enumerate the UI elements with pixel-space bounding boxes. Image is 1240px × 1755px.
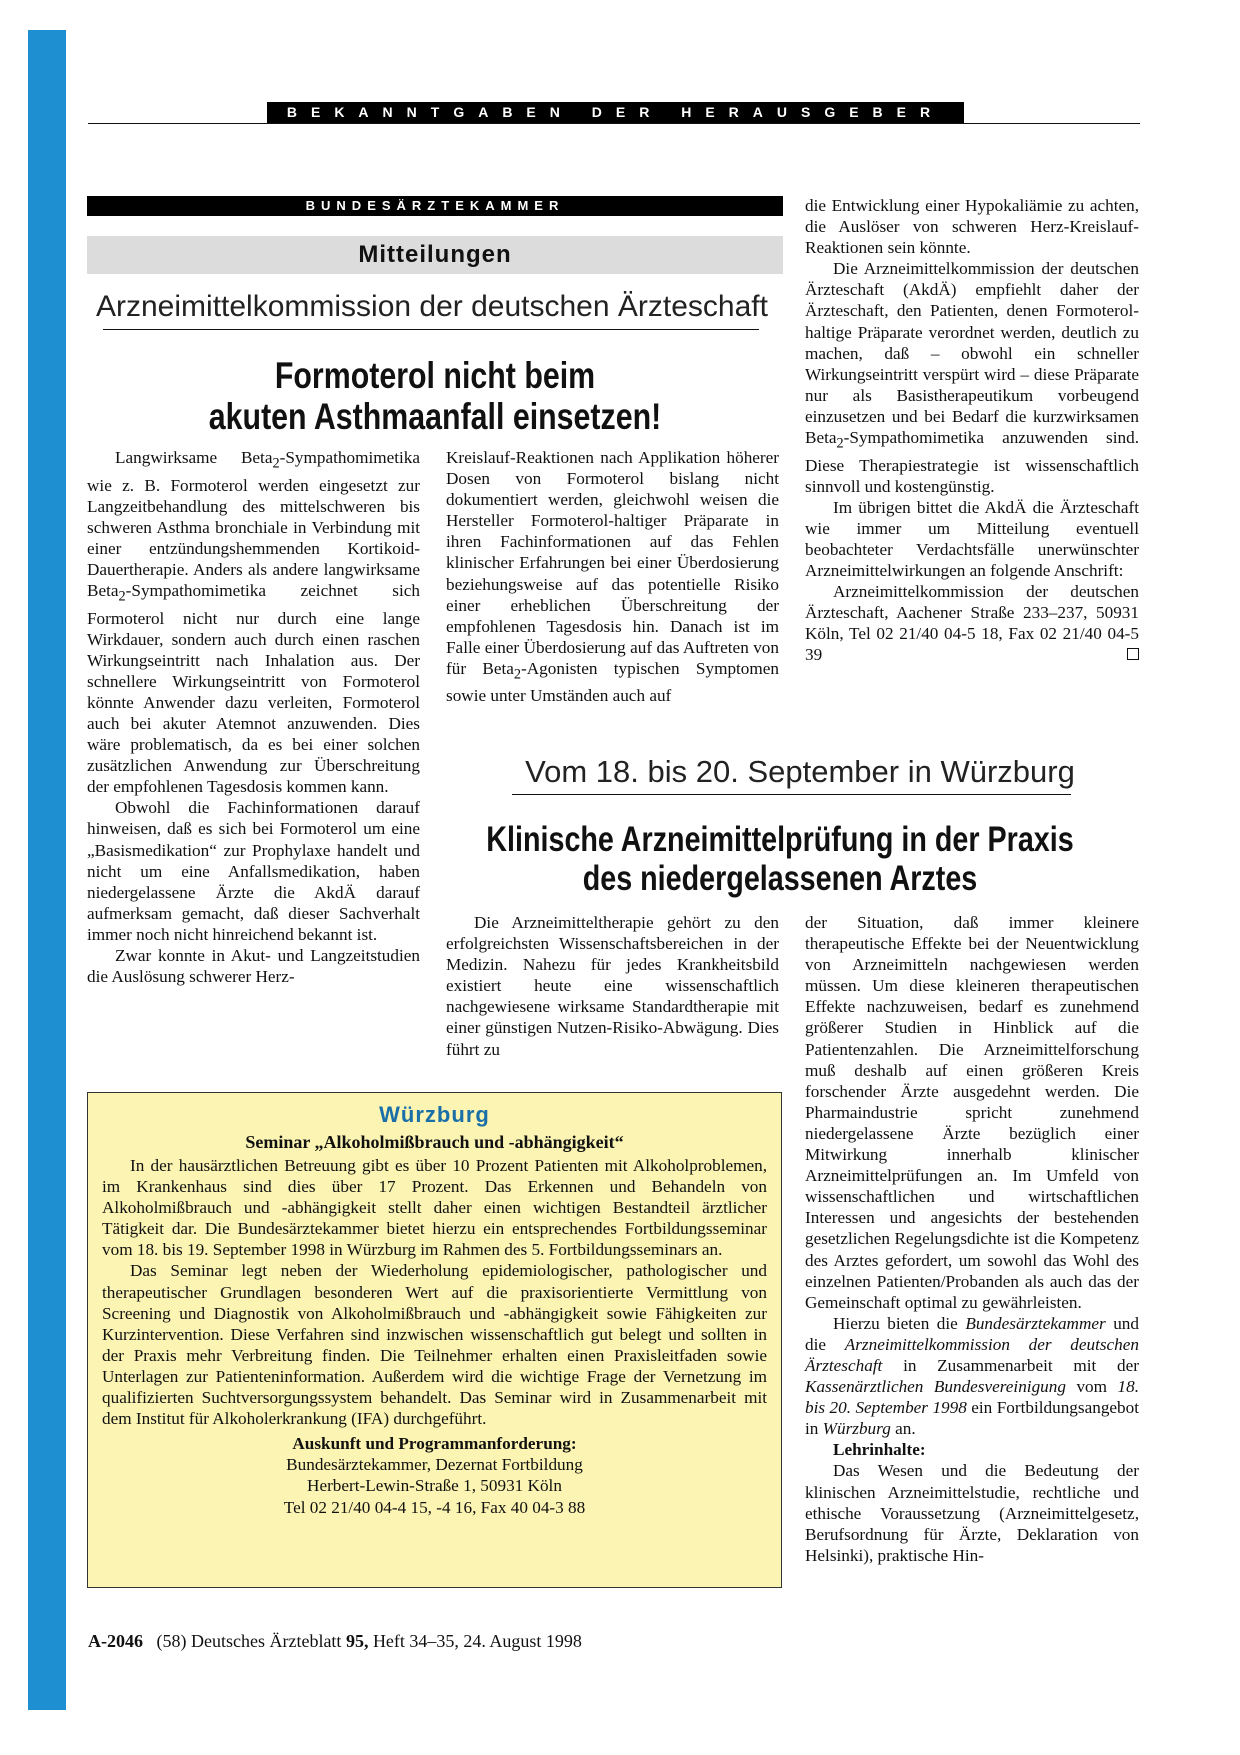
article2-kicker-rule (512, 794, 1071, 795)
contact-line-2: Herbert-Lewin-Straße 1, 50931 Köln (307, 1476, 562, 1496)
section-label: BUNDESÄRZTEKAMMER (87, 196, 783, 216)
article1-col3-paragraph-2: Die Arzneimittelkommission der deutschen Ärzteschaft (AkdÄ) empfiehlt daher der Ärzteschaft, den Patienten, denen Formoterol-haltige Präparate verordnet werden, deutlich zu machen, daß – obwohl ein schneller Wirkungseintritt verspürt wird – diese Präparate nur als Basistherapeutikum vorbeugend einzusetzen und bei Bedarf die kurzwirksamen Beta$_2$-Sympathomimetika anzuwenden sind. Diese Therapiestrategie ist wissenschaftlich sinnvoll und kostengünstig. (805, 259, 1139, 496)
article1-column-2 (446, 447, 779, 707)
article1-col1-paragraph-2: Obwohl die Fachinformationen darauf hinweisen, daß es sich bei Formoterol um eine „Basismedikation“ zur Prophylaxe handelt und nicht um eine Anfallsmedikation, haben niedergelassene Ärzte die AkdÄ darauf aufmerksam gemacht, daß dieser Sachverhalt immer noch nicht hinreichend bekannt ist. (87, 798, 420, 944)
contact-line-3: Tel 02 21/40 04-4 15, -4 16, Fax 40 04-3 88 (283, 1497, 586, 1517)
article1-col3-paragraph-1: die Entwicklung einer Hypokaliämie zu achten, die Auslöser von schweren Herz-Kreislauf-Reaktionen sein könnte. (805, 196, 1139, 258)
box-paragraph-1: In der hausärztlichen Betreuung gibt es über 10 Prozent Patienten mit Alkoholproblemen, im Krankenhaus sind dies über 17 Prozent. Das Erkennen und Behandeln von Alkoholmißbrauch und -abhängigkeit stellt daher einen wichtigen Bestandteil ärztlicher Tätigkeit dar. Die Bundesärztekammer bietet hierzu ein entsprechendes Fortbildungsseminar vom 18. bis 19. September 1998 in Würzburg im Rahmen des 5. Fortbildungsseminars an. (102, 1156, 767, 1260)
page-footer: A-2046 (58) Deutsches Ärzteblatt 95, Heft 34–35, 24. August 1998 (88, 1631, 582, 1651)
side-color-bar (28, 30, 66, 1710)
header-band: BEKANNTGABEN DER HERAUSGEBER (267, 102, 964, 123)
page-number: A-2046 (88, 1631, 143, 1651)
box-contact (102, 1433, 767, 1517)
article2-column-2 (805, 912, 1139, 1566)
box-body (102, 1155, 767, 1429)
mitteilungen-heading: Mitteilungen (87, 236, 783, 274)
lehrinhalte-heading: Lehrinhalte: (833, 1440, 926, 1460)
article2-column-1 (446, 912, 779, 1060)
article2-headline-line1: Klinische Arzneimittelprüfung in der Praxis (486, 820, 1074, 859)
article1-col1-paragraph-3: Zwar konnte in Akut- und Langzeitstudien die Auslösung schwerer Herz- (87, 946, 420, 987)
article1-column-3 (805, 195, 1139, 666)
box-paragraph-2: Das Seminar legt neben der Wiederholung epidemiologischer, pathologischer und therapeutischer Grundlagen besonderen Wert auf die praxisorientierte Vermittlung von Screening und Diagnostik von Alkoholmißbrauch und -abhängigkeit sowie Fähigkeiten zur Kurzintervention. Diese Verfahren sind inzwischen wissenschaftlich gut belegt und sollten in der Praxis mehr Verbreitung finden. Die Teilnehmer erhalten einen Praxisleitfaden sowie Unterlagen zur Patienteninformation. Außerdem wird die wichtige Frage der Vernetzung im qualifizierten Suchtversorgungssystem behandelt. Das Seminar wird in Zusammenarbeit mit dem Institut für Alkoholerkrankung (IFA) durchgeführt. (102, 1261, 767, 1429)
article1-col2-paragraph-1: Kreislauf-Reaktionen nach Applikation höherer Dosen von Formoterol bislang nicht dokumentiert werden, gleichwohl weisen die Hersteller Formoterol-haltiger Präparate in ihren Fachinformationen auf das Fehlen klinischer Erfahrungen bei einer Überdosierung beziehungsweise auf das potentielle Risiko einer erheblichen Überschreitung der empfohlenen Tagesdosis hin. Danach ist im Falle einer Überdosierung auf das Auftreten von für Beta$_2$-Agonisten typischen Symptomen sowie unter Umständen auch auf (446, 448, 779, 706)
article1-headline-line1: Formoterol nicht beim (274, 355, 596, 396)
article2-col2-paragraph-1: der Situation, daß immer kleinere therapeutische Effekte bei der Neuentwicklung von Arzneimitteln nachgewiesen werden müssen. Um diese kleineren therapeutischen Effekte nachzuweisen, bedarf es zunehmend größerer Studien in Hinblick auf die Patientenzahlen. Die Arzneimittelforschung muß deshalb auf einen größeren Kreis forschender Ärzte ausgedehnt werden. Die Pharmaindustrie spricht zunehmend niedergelassene Ärzte bezüglich einer Mitwirkung innerhalb klinischer Arzneimittelprüfungen an. Im Umfeld von wissenschaftlichen und wirtschaftlichen Interessen und angesichts der bestehenden gesetzlichen Regelungsdichte ist die Kompetenz des Arztes gefordert, um sowohl das Wohl des einzelnen Patienten/Probanden als auch das der Gemeinschaft optimal zu gewährleisten. (805, 913, 1139, 1312)
article2-kicker: Vom 18. bis 20. September in Würzburg (525, 754, 1075, 789)
article2-col1-paragraph-1: Die Arzneimitteltherapie gehört zu den erfolgreichsten Wissenschaftsbereichen in der Medizin. Nahezu für jedes Krankheitsbild existiert heute eine wissenschaftlich nachgewiesene wirksame Standardtherapie mit einer günstigen Nutzen-Risiko-Abwägung. Dies führt zu (446, 913, 779, 1059)
article2-headline (485, 820, 1075, 898)
article1-headline-line2: akuten Asthmaanfall einsetzen! (208, 396, 662, 437)
article2-col2-paragraph-3: Das Wesen und die Bedeutung der klinischen Arzneimittelstudie, rechtliche und ethische Voraussetzung (Arzneimittelgesetz, Berufsordnung für Ärzte, Deklaration von Helsinki), praktische Hin- (805, 1461, 1139, 1565)
article1-headline (119, 355, 750, 437)
article1-col3-paragraph-3: Im übrigen bittet die AkdÄ die Ärzteschaft wie immer um Mitteilung eventuell beobachteter Verdachtsfälle unerwünschter Arzneimittelwirkungen an folgende Anschrift: (805, 497, 1139, 581)
article1-col3-paragraph-4: Arzneimittelkommission der deutschen Ärzteschaft, Aachener Straße 233–237, 50931 Köln, Tel 02 21/40 04-5 18, Fax 02 21/40 04-5 39 (805, 582, 1139, 665)
header-rule (88, 123, 1140, 124)
contact-heading: Auskunft und Programmanforderung: (292, 1434, 577, 1454)
contact-line-1: Bundesärztekammer, Dezernat Fortbildung (286, 1455, 583, 1475)
seminar-info-box (87, 1092, 782, 1588)
article1-kicker: Arzneimittelkommission der deutschen Ärzteschaft (96, 290, 768, 323)
article1-col1-paragraph-1: Langwirksame Beta$_2$-Sympathomimetika wie z. B. Formoterol werden eingesetzt zur Langzeitbehandlung des mittelschweren bis schweren Asthma bronchiale in Verbindung mit einer entzündungshemmenden Kortikoid-Dauertherapie. Anders als andere langwirksame Beta$_2$-Sympathomimetika zeichnet sich Formoterol nicht nur durch eine lange Wirkdauer, sondern auch durch einen raschen Wirkungseintritt nach Inhalation aus. Der schnellere Wirkungseintritt von Formoterol könnte Anwender dazu verleiten, Formoterol auch bei akuter Atemnot anzuwenden. Dies wäre problematisch, da es bei einer solchen zusätzlichen Anwendung zur Überschreitung der empfohlenen Tagesdosis kommen kann. (87, 448, 420, 797)
box-subtitle: Seminar „Alkoholmißbrauch und -abhängigkeit“ (245, 1132, 624, 1152)
box-title: Würzburg (379, 1102, 490, 1127)
article2-col2-paragraph-2: Hierzu bieten die Bundesärztekammer und die Arzneimittelkommission der deutschen Ärzteschaft in Zusammenarbeit mit der Kassenärztlichen Bundesvereinigung vom 18. bis 20. September 1998 ein Fortbildungsangebot in Würzburg an. (805, 1313, 1139, 1439)
end-square-icon (1127, 648, 1139, 660)
article1-kicker-rule (103, 329, 759, 330)
article2-headline-line2: des niedergelassenen Arztes (582, 859, 978, 898)
article1-column-1 (87, 447, 420, 987)
